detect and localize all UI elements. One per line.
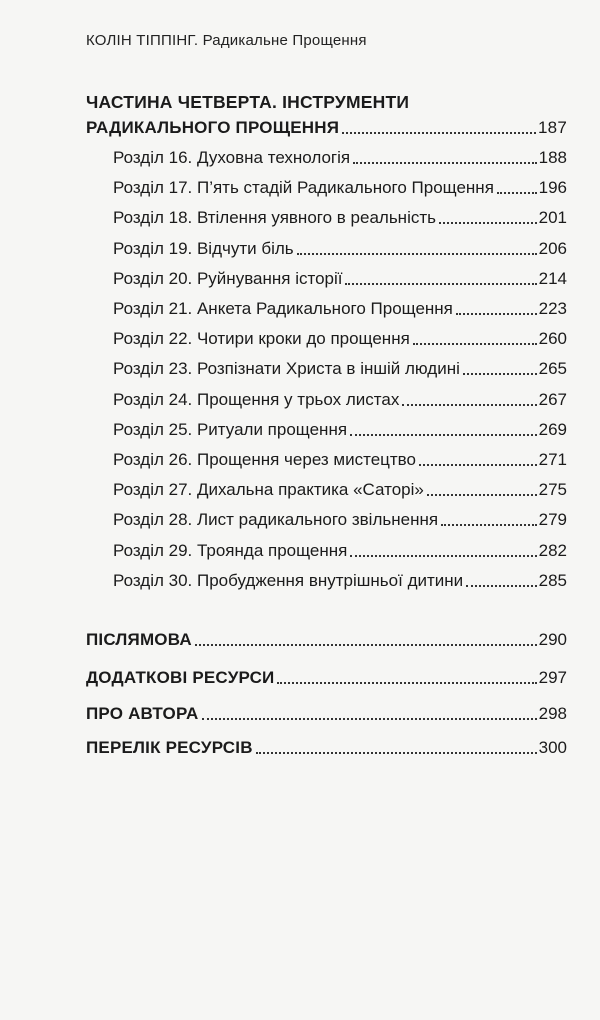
page-number: 260 [538,329,567,349]
dot-leader [427,493,537,496]
page-number: 187 [538,118,567,137]
entry-label: Розділ 19. Відчути біль [113,238,294,258]
part-title-line2: РАДИКАЛЬНОГО ПРОЩЕННЯ [86,118,340,137]
page-number: 285 [538,570,567,590]
page-number: 201 [538,208,567,228]
chapter-entry [113,390,567,410]
dot-leader [497,191,537,194]
chapter-entry [113,359,567,379]
page-number: 269 [538,419,567,439]
dot-leader [256,751,537,754]
chapter-entry [113,420,567,440]
entry-label: ПЕРЕЛІК РЕСУРСІВ [86,738,253,757]
dot-leader [419,463,537,466]
chapter-entry [113,178,567,198]
page-number: 265 [538,359,567,379]
dot-leader [413,342,537,345]
entry-label: Розділ 25. Ритуали прощення [113,419,348,439]
entry-label: Розділ 20. Руйнування історії [113,268,343,288]
page-number: 271 [538,450,567,469]
entry-label: Розділ 28. Лист радикального звільнення [113,510,439,530]
chapter-entry [113,239,567,259]
entry-label: Розділ 30. Пробудження внутрішньої дитини [113,570,464,590]
entry-label: Розділ 22. Чотири кроки до прощення [113,329,410,349]
page-number: 223 [538,299,567,318]
chapter-entry [113,510,567,530]
entry-label: Розділ 24. Прощення у трьох листах [113,389,400,409]
chapter-entry [113,329,567,349]
entry-label: Розділ 26. Прощення через мистецтво [113,450,416,469]
page-number: 275 [538,480,567,500]
dot-leader [350,433,537,436]
page-number: 279 [538,510,567,530]
back-matter-entry [86,668,567,688]
entry-label: Розділ 18. Втілення уявного в реальність [113,208,436,228]
page-number: 282 [538,540,567,560]
dot-leader [439,221,537,224]
entry-label: ПІСЛЯМОВА [86,630,192,649]
dot-leader [202,717,537,720]
dot-leader [463,372,537,375]
dot-leader [456,312,537,315]
dot-leader [353,161,537,164]
entry-label: Розділ 23. Розпізнати Христа в іншій людині [113,359,460,379]
dot-leader [466,584,536,587]
entry-label: Розділ 29. Троянда прощення [113,540,348,560]
dot-leader [345,282,536,285]
dot-leader [402,403,536,406]
chapter-entry [113,450,567,470]
back-matter-entry [86,704,567,724]
chapter-entry [113,541,567,561]
page-number: 297 [538,668,567,687]
dot-leader [441,523,537,526]
part-entry [86,118,567,138]
part-title-line1: ЧАСТИНА ЧЕТВЕРТА. ІНСТРУМЕНТИ [86,92,410,112]
page-number: 214 [538,268,567,288]
dot-leader [350,554,536,557]
chapter-entry [113,299,567,319]
entry-label: ДОДАТКОВІ РЕСУРСИ [86,668,275,687]
page-number: 206 [538,238,567,258]
dot-leader [277,681,536,684]
entry-label: Розділ 16. Духовна технологія [113,148,351,167]
page-number: 267 [538,389,567,409]
entry-label: Розділ 21. Анкета Радикального Прощення [113,299,453,318]
dot-leader [195,643,537,646]
chapter-entry [113,571,567,591]
dot-leader [297,252,537,255]
back-matter-entry [86,738,567,758]
running-header: КОЛІН ТІППІНГ. Радикальне Прощення [86,32,367,49]
entry-label: ПРО АВТОРА [86,704,199,723]
page-number: 290 [538,630,567,649]
entry-label: Розділ 17. П’ять стадій Радикального Прощення [113,178,494,198]
page-number: 300 [538,738,567,757]
page-number: 188 [538,148,567,167]
chapter-entry [113,480,567,500]
chapter-entry [113,269,567,289]
page-number: 196 [538,178,567,198]
page-number: 298 [538,704,567,723]
back-matter-entry [86,630,567,650]
entry-label: Розділ 27. Дихальна практика «Саторі» [113,480,424,500]
dot-leader [342,131,536,134]
chapter-entry [113,208,567,228]
chapter-entry [113,148,567,168]
